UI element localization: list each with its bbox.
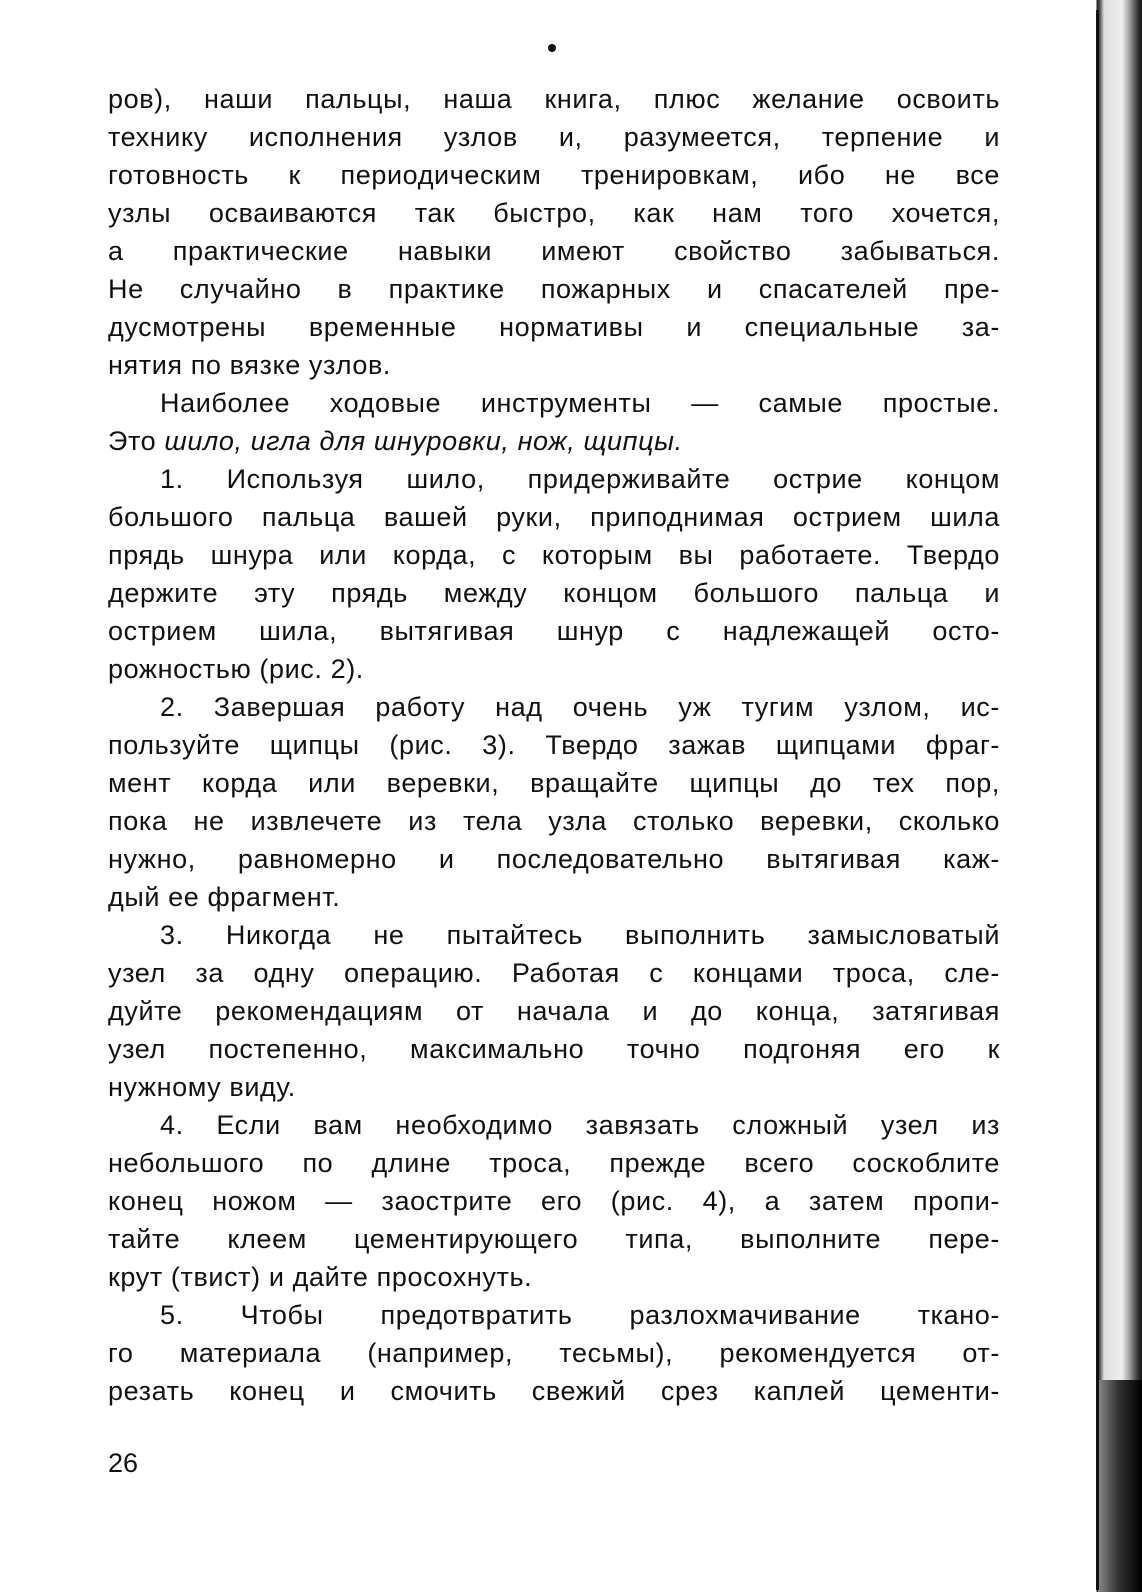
text-line: го материала (например, тесьмы), рекомендуется от- [108,1338,1000,1368]
text-line: нятия по вязке узлов. [108,350,392,380]
text-line: Не случайно в практике пожарных и спасателей пре- [108,274,1000,304]
text-line: 4. Если вам необходимо завязать сложный узел из [160,1110,1000,1140]
paragraph-item-5 [108,1296,1000,1410]
text-line: мент корда или веревки, вращайте щипцы до тех пор, [108,768,1000,798]
paragraph-item-1 [108,460,1000,688]
text-line: держите эту прядь между концом большого пальца и [108,578,1000,608]
text-line: узлы осваиваются так быстро, как нам того хочется, [108,198,1000,228]
text-line: Наиболее ходовые инструменты — самые простые. [160,388,1000,418]
text-line: большого пальца вашей руки, приподнимая острием шила [108,502,1000,532]
text-line [108,422,1000,460]
text-line: узел за одну операцию. Работая с концами троса, сле- [108,958,1000,988]
scan-page-edge [1094,0,1142,1592]
text-plain: Это [108,426,157,456]
text-line: прядь шнура или корда, с которым вы работаете. Твердо [108,540,1000,570]
page-body-text [108,80,1000,1410]
text-line: 5. Чтобы предотвратить разлохмачивание ткано- [160,1300,1000,1330]
paragraph-intro-continuation [108,80,1000,384]
text-line: острием шила, вытягивая шнур с надлежащей осто- [108,616,1000,646]
text-line: конец ножом — заострите его (рис. 4), а затем пропи- [108,1186,1000,1216]
text-line: готовность к периодическим тренировкам, ибо не все [108,160,1000,190]
text-line: а практические навыки имеют свойство забываться. [108,236,1000,266]
text-line: ров), наши пальцы, наша книга, плюс желание освоить [108,84,1000,114]
scan-page-edge-shadow [1098,1380,1142,1592]
text-line: технику исполнения узлов и, разумеется, терпение и [108,122,1000,152]
paragraph-item-2 [108,688,1000,916]
text-line: пока не извлечете из тела узла столько веревки, сколько [108,806,1000,836]
paragraph-tools [108,384,1000,460]
text-line: небольшого по длине троса, прежде всего соскоблите [108,1148,1000,1178]
text-line: 1. Используя шило, придерживайте острие концом [160,464,1000,494]
text-line: дуйте рекомендациям от начала и до конца, затягивая [108,996,1000,1026]
scan-page-edge-line [1096,10,1099,1590]
text-line: дый ее фрагмент. [108,882,341,912]
text-line: рожностью (рис. 2). [108,654,364,684]
text-line: 2. Завершая работу над очень уж тугим узлом, ис- [160,692,1000,722]
text-line: пользуйте щипцы (рис. 3). Твердо зажав щипцами фраг- [108,730,1000,760]
text-line: узел постепенно, максимально точно подгоняя его к [108,1034,1000,1064]
paragraph-item-4 [108,1106,1000,1296]
text-line: нужному виду. [108,1072,296,1102]
text-line: нужно, равномерно и последовательно вытягивая каж- [108,844,1000,874]
scan-speck [548,44,556,52]
text-line: дусмотрены временные нормативы и специальные за- [108,312,1000,342]
text-line: крут (твист) и дайте просохнуть. [108,1262,533,1292]
paragraph-item-3 [108,916,1000,1106]
text-line: резать конец и смочить свежий срез каплей цементи- [108,1376,1000,1406]
text-line: тайте клеем цементирующего типа, выполните пере- [108,1224,1000,1254]
text-italic-tools: шило, игла для шнуровки, нож, щипцы. [164,426,683,456]
page-number: 26 [108,1448,139,1478]
text-line: 3. Никогда не пытайтесь выполнить замысловатый [160,920,1000,950]
